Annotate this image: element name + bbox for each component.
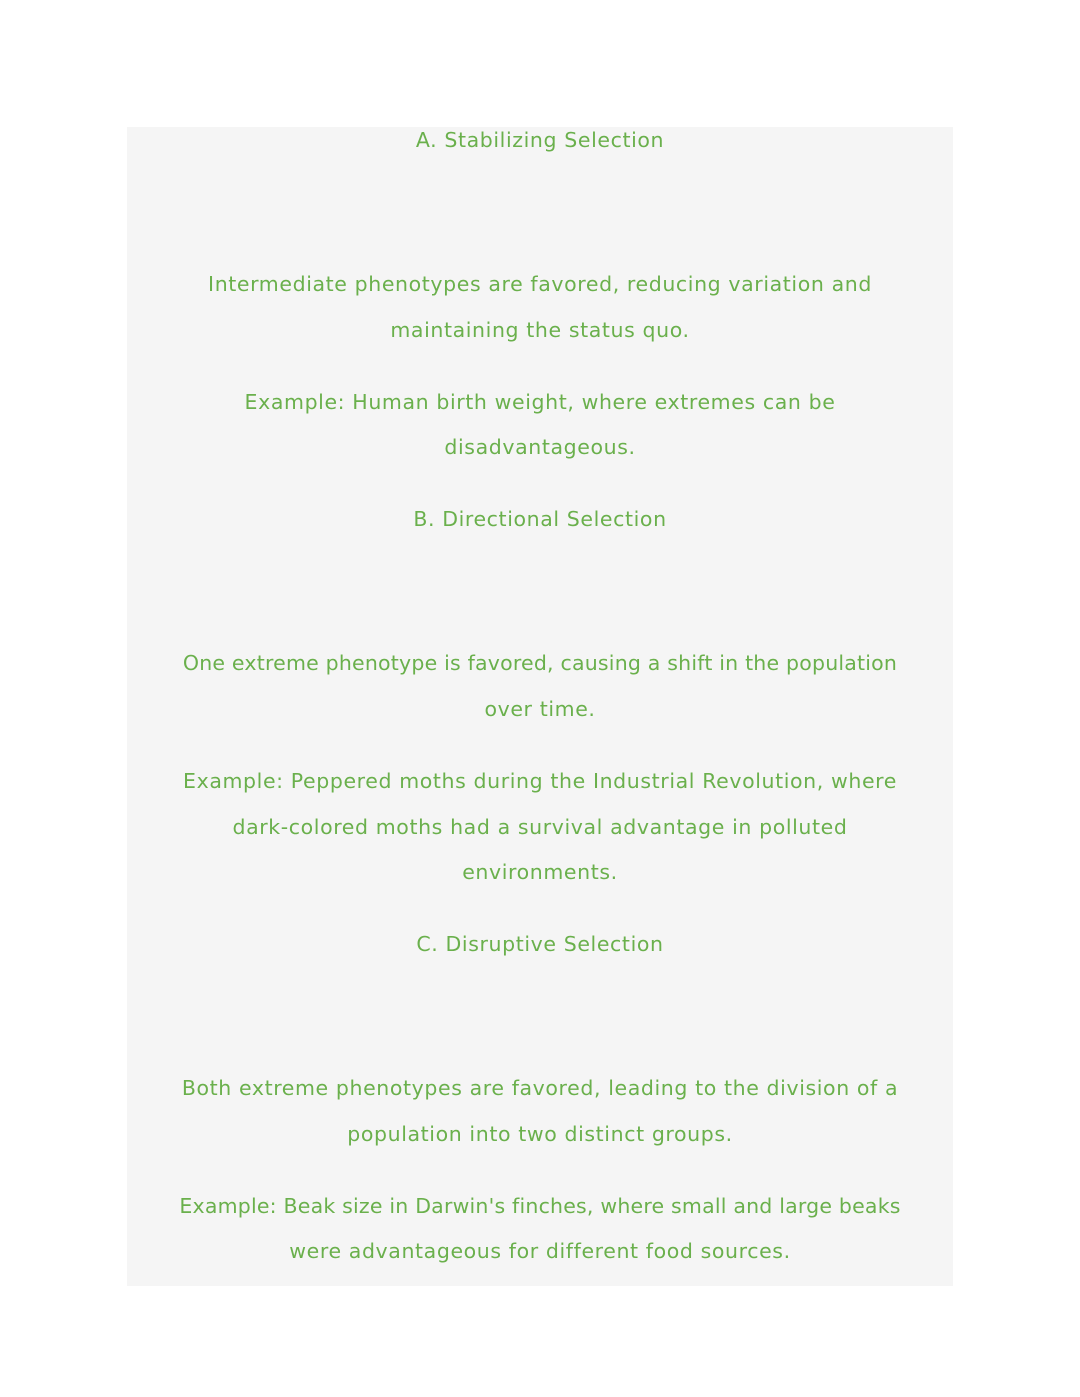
example-line: disadvantageous. [444,435,636,459]
description-line: maintaining the status quo. [390,318,690,342]
content-panel [127,127,953,1286]
description-line: Both extreme phenotypes are favored, leading to the division of a [181,1076,899,1100]
example-line: were advantageous for different food sources. [289,1239,791,1263]
section-heading-disruptive: C. Disruptive Selection [416,932,664,956]
example-line: Example: Beak size in Darwin's finches, where small and large beaks [179,1194,901,1218]
description-line: Intermediate phenotypes are favored, reducing variation and [208,272,872,296]
example-line: Example: Human birth weight, where extremes can be [244,390,836,414]
example-line: dark-colored moths had a survival advantage in polluted [232,815,848,839]
description-line: population into two distinct groups. [347,1122,733,1146]
section-heading-stabilizing: A. Stabilizing Selection [415,128,665,152]
description-line: One extreme phenotype is favored, causing a shift in the population [182,651,898,675]
section-heading-directional: B. Directional Selection [413,507,667,531]
example-line: environments. [462,860,618,884]
example-line: Example: Peppered moths during the Industrial Revolution, where [183,769,897,793]
description-line: over time. [484,697,596,721]
